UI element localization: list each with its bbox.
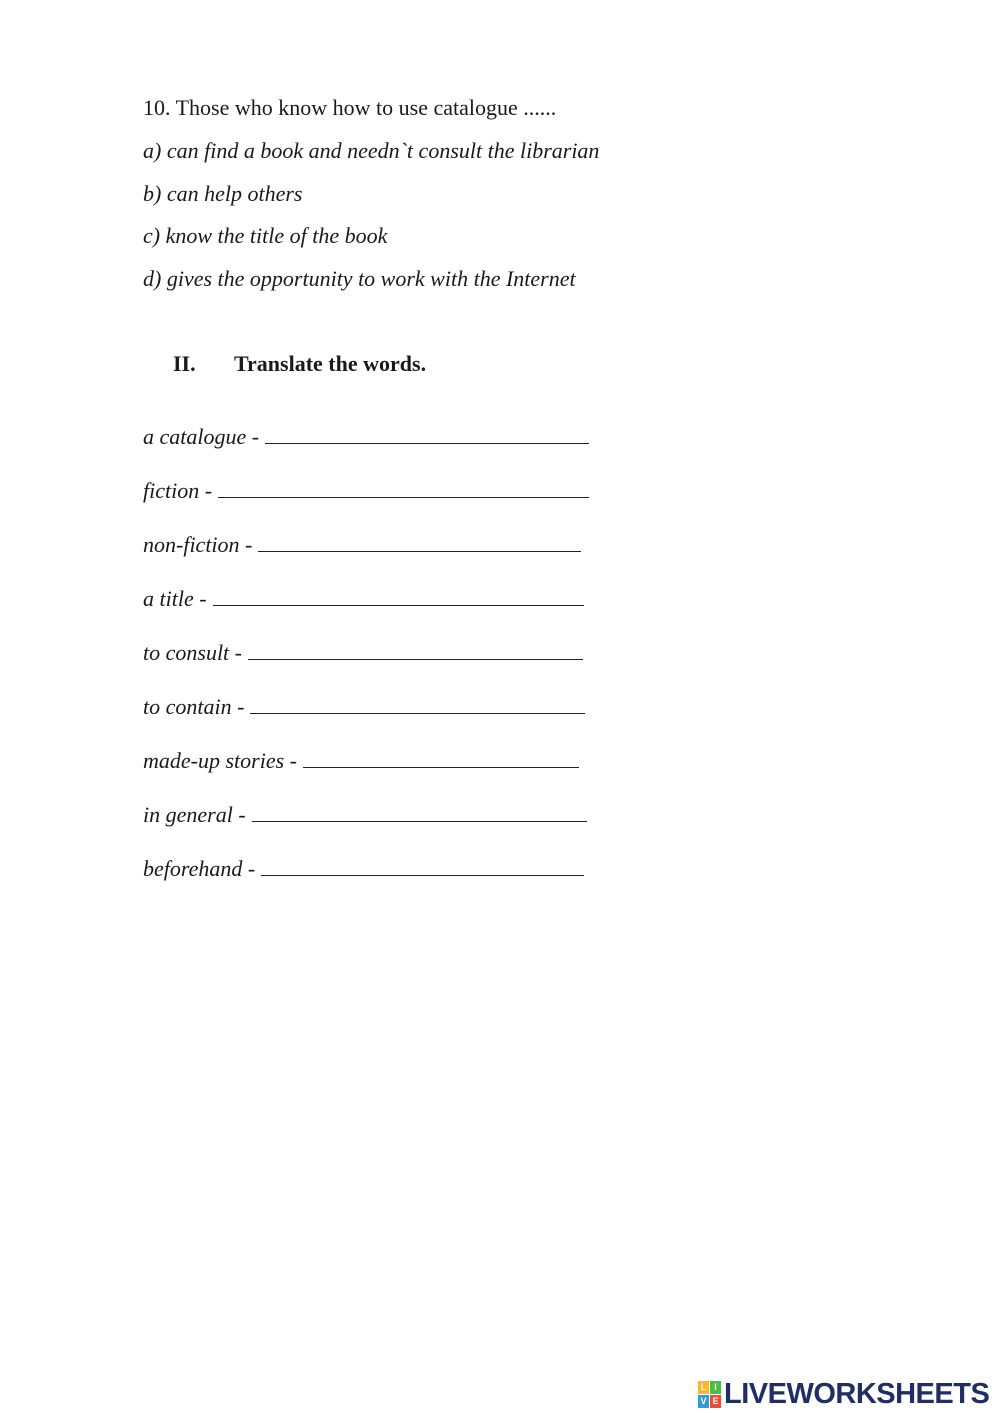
word-label: a catalogue -: [143, 424, 260, 449]
word-label: made-up stories -: [143, 748, 297, 773]
section-heading: [173, 351, 426, 377]
answer-blank[interactable]: [248, 639, 583, 660]
word-label: to contain -: [143, 694, 245, 719]
word-row: [143, 693, 585, 720]
word-row: [143, 855, 584, 882]
word-label: a title -: [143, 586, 207, 611]
logo-text: LIVEWORKSHEETS: [724, 1378, 990, 1410]
logo-mark-letter: I: [710, 1381, 721, 1394]
word-row: [143, 423, 589, 450]
logo-mark-icon: [698, 1381, 721, 1408]
word-row: [143, 801, 587, 828]
answer-blank[interactable]: [250, 693, 585, 714]
word-row: [143, 639, 583, 666]
word-row: [143, 531, 581, 558]
answer-blank[interactable]: [218, 477, 589, 498]
logo-mark-letter: E: [710, 1395, 721, 1408]
question-stem: 10. Those who know how to use catalogue ......: [143, 95, 557, 120]
word-label: beforehand -: [143, 856, 256, 881]
answer-blank[interactable]: [265, 423, 589, 444]
option-d: d) gives the opportunity to work with the Internet: [143, 266, 576, 291]
word-row: [143, 747, 579, 774]
word-row: [143, 585, 584, 612]
liveworksheets-logo: [698, 1378, 989, 1410]
word-row: [143, 477, 589, 504]
option-b: b) can help others: [143, 181, 303, 206]
word-label: non-fiction -: [143, 532, 253, 557]
logo-mark-letter: L: [698, 1381, 709, 1394]
answer-blank[interactable]: [303, 747, 579, 768]
word-label: in general -: [143, 802, 246, 827]
answer-blank[interactable]: [261, 855, 584, 876]
option-a: a) can find a book and needn`t consult the librarian: [143, 138, 600, 163]
word-label: to consult -: [143, 640, 242, 665]
answer-blank[interactable]: [252, 801, 587, 822]
answer-blank[interactable]: [213, 585, 584, 606]
answer-blank[interactable]: [258, 531, 581, 552]
section-title: Translate the words.: [234, 351, 427, 376]
option-c: c) know the title of the book: [143, 223, 388, 248]
word-label: fiction -: [143, 478, 213, 503]
logo-mark-letter: V: [698, 1395, 709, 1408]
section-number: II.: [173, 351, 196, 376]
